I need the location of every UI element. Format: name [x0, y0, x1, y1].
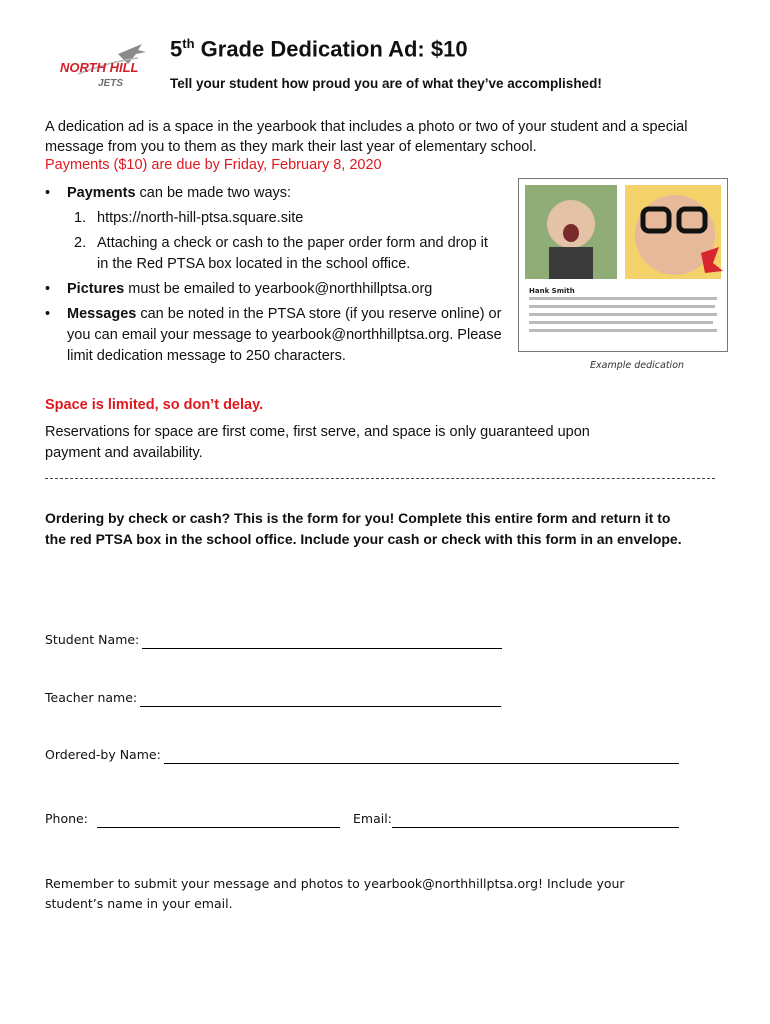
bullet-pictures: • Pictures must be emailed to yearbook@northhillptsa.org — [45, 281, 433, 297]
example-dedication-image — [518, 178, 728, 352]
bullet-messages: • Messages can be noted in the PTSA store (if you reserve online) or you can email your message to yearbook@northhillptsa.org. Please limit dedication message to 250 characters. — [45, 306, 502, 364]
svg-text:NORTH HILL: NORTH HILL — [60, 60, 139, 75]
cut-line — [45, 478, 715, 479]
reservation-paragraph: Reservations for space are first come, first serve, and space is only guaranteed upon payment and availability. — [45, 424, 590, 461]
north-hill-jets-logo — [58, 40, 150, 92]
student-name-field[interactable] — [142, 648, 502, 649]
student-name-label: Student Name: — [45, 632, 140, 647]
page-subtitle: Tell your student how proud you are of what they’ve accomplished! — [170, 76, 602, 91]
example-name: Hank Smith — [529, 287, 575, 295]
teacher-name-field[interactable] — [140, 706, 501, 707]
svg-text:JETS: JETS — [98, 78, 124, 89]
remember-note: Remember to submit your message and photos to yearbook@northhillptsa.org! Include your student’s name in your email. — [45, 876, 625, 911]
payment-due-notice: Payments ($10) are due by Friday, February 8, 2020 — [45, 157, 382, 173]
teacher-name-label: Teacher name: — [45, 690, 138, 705]
payment-way-1: 1. https://north-hill-ptsa.square.site — [74, 210, 304, 226]
page-title: 5th Grade Dedication Ad: $10 — [170, 36, 468, 62]
email-label: Email: — [353, 811, 392, 826]
phone-field[interactable] — [97, 827, 340, 828]
order-instructions: Ordering by check or cash? This is the form for you! Complete this entire form and return it to the red PTSA box in the school office. Include your cash or check with this form in an envelope. — [45, 510, 682, 547]
phone-label: Phone: — [45, 811, 88, 826]
space-limited-notice: Space is limited, so don’t delay. — [45, 397, 264, 413]
info-bullets — [45, 183, 515, 371]
intro-paragraph: A dedication ad is a space in the yearbook that includes a photo or two of your student and a special message from you to them as they mark their last year of elementary school. — [45, 119, 688, 155]
ordered-by-field[interactable] — [164, 763, 679, 764]
example-caption: Example dedication — [590, 360, 685, 371]
bullet-payments: • Payments can be made two ways: — [45, 185, 292, 201]
email-field[interactable] — [392, 827, 679, 828]
ordered-by-label: Ordered-by Name: — [45, 747, 161, 762]
payment-way-2: 2. Attaching a check or cash to the paper order form and drop it in the Red PTSA box located in the school office. — [74, 235, 488, 272]
square-site-link[interactable]: https://north-hill-ptsa.square.site — [97, 210, 304, 226]
